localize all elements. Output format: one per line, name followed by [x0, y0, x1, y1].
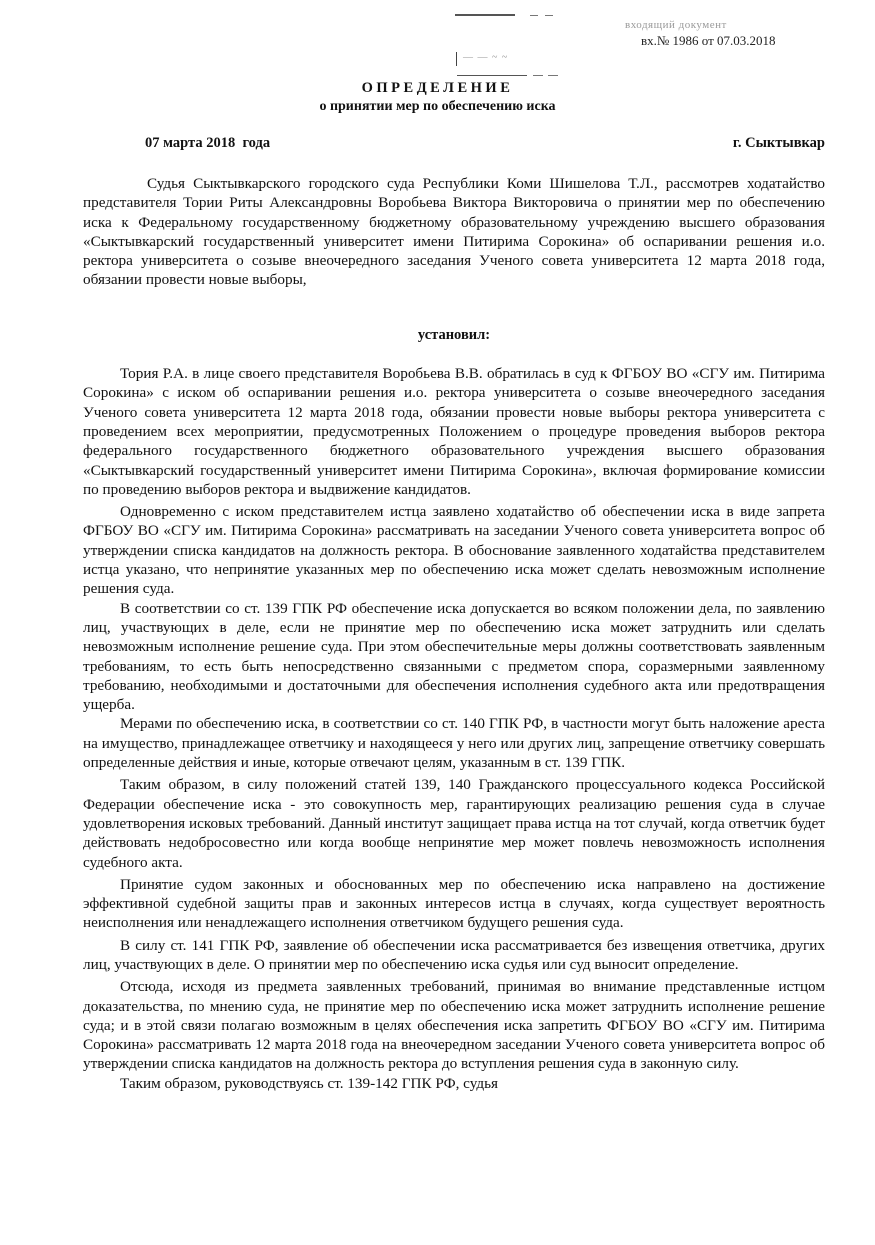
- paragraph: Принятие судом законных и обоснованных мер по обеспечению иска направлено на достижение эффективной судебной защиты прав и законных интересов истца в случаях, когда существует вероятность неисполнения или ненадлежащего исполнения ответчиком будущего решения суда.: [83, 875, 825, 932]
- paragraph: Отсюда, исходя из предмета заявленных требований, принимая во внимание представленные истцом доказательства, по мнению суда, не принятие мер по обеспечению иска может затруднить исполнение решение суда; и в этой связи полагаю возможным в целях обеспечения иска запретить ФГБОУ ВО «СГУ им. Питирима Сорокина» рассматривать 12 марта 2018 года на внеочередном заседании Ученого совета университета вопрос об утверждении списка кандидатов на должность ректора до вступления решения суда в законную силу.: [83, 978, 825, 1073]
- registration-stamp-left: [455, 8, 565, 78]
- document-body: [83, 174, 825, 1093]
- stamp-dash: [530, 15, 538, 16]
- paragraph: Таким образом, руководствуясь ст. 139-142 ГПК РФ, судья: [120, 1074, 498, 1092]
- document-title: ОПРЕДЕЛЕНИЕ: [361, 80, 514, 96]
- document-subtitle: о принятии мер по обеспечению иска: [319, 99, 556, 114]
- date-place-line: [145, 135, 825, 152]
- paragraph: В соответствии со ст. 139 ГПК РФ обеспечение иска допускается во всяком положении дела, по заявлению лиц, участвующих в деле, если не принятие мер по обеспечению иска может затруднить или сделать невозможным исполнение решение суда. При этом обеспечительные меры должны соответствовать заявленным требованиям, то есть быть непосредственно связанными с предметом спора, соразмерными заявленному требованию, необходимыми и достаточными для обеспечения исполнения судебного акта или предотвращения ущерба.: [83, 599, 825, 714]
- intro-paragraph: Судья Сыктывкарского городского суда Республики Коми Шишелова Т.Л., рассмотрев ходатайство представителя Тории Риты Александровны Воробьева Виктора Викторовича о принятии мер по обеспечению иска к Федеральному государственному бюджетному образовательному учреждению высшего образования «Сыктывкарский государственный университет имени Питирима Сорокина» об оспаривании решения и.о. ректора университета о созыве внеочередного заседания Ученого совета университета 12 марта 2018 года, обязании провести новые выборы,: [83, 175, 825, 289]
- document-city: г. Сыктывкар: [732, 135, 825, 151]
- paragraph: В силу ст. 141 ГПК РФ, заявление об обеспечении иска рассматривается без извещения ответчика, других лиц, участвующих в деле. О принятии мер по обеспечению иска судья или суд выносит определение.: [83, 936, 825, 973]
- paragraph: Таким образом, в силу положений статей 139, 140 Гражданского процессуального кодекса Российской Федерации обеспечение иска - это совокупность мер, гарантирующих реализацию решения суда в случае удовлетворения исковых требований. Данный институт защищает права истца на тот случай, когда ответчик будет действовать недобросовестно или когда вообще непринятие мер может повлечь невозможность исполнения судебного акта.: [83, 776, 825, 871]
- incoming-number: вх.№ 1986 от 07.03.2018: [641, 33, 776, 48]
- document-date: 07 марта 2018 года: [145, 135, 271, 151]
- paragraph: Мерами по обеспечению иска, в соответствии со ст. 140 ГПК РФ, в частности могут быть наложение ареста на имущество, принадлежащее ответчику и находящееся у него или других лиц, запрещение ответчику совершать определенные действия и иные, которые отвечают целям, указанным в ст. 139 ГПК.: [83, 715, 825, 772]
- stamp-line: [457, 75, 527, 76]
- stamp-faded-line: [655, 48, 840, 63]
- incoming-document-stamp: [625, 18, 840, 78]
- stamp-bar: [456, 52, 457, 66]
- section-heading: установил:: [417, 326, 491, 343]
- stamp-faded-text: — — ~ ~: [463, 52, 509, 63]
- stamp-dash: [533, 75, 543, 76]
- stamp-dash: [545, 15, 553, 16]
- stamp-line: [455, 14, 515, 16]
- stamp-header-text: входящий документ: [625, 19, 727, 31]
- stamp-faded-line: [670, 63, 840, 78]
- stamp-dash: [548, 75, 558, 76]
- paragraph: Тория Р.А. в лице своего представителя Воробьева В.В. обратилась в суд к ФГБОУ ВО «СГУ им. Питирима Сорокина» с иском об оспаривании решения и.о. ректора университета о созыве внеочередного заседания Ученого совета университета 12 марта 2018 года, обязании провести новые выборы ректора университета с проведением всех мероприятии, предусмотренных Положением о процедуре проведения выборов ректора федерального государственного бюджетного образовательного учреждения высшего образования «Сыктывкарский государственный университет имени Питирима Сорокина», включая формирование комиссии по проведению выборов ректора и выдвижение кандидатов.: [83, 365, 825, 498]
- paragraph: Одновременно с иском представителем истца заявлено ходатайство об обеспечении иска в виде запрета ФГБОУ ВО «СГУ им. Питирима Сорокина» рассматривать на заседании Ученого совета университета вопрос об утверждении списка кандидатов на должность ректора. В обоснование заявленного ходатайства представителем истца указано, что непринятие указанных мер по обеспечению иска может сделать невозможным исполнение решения суда.: [83, 503, 825, 598]
